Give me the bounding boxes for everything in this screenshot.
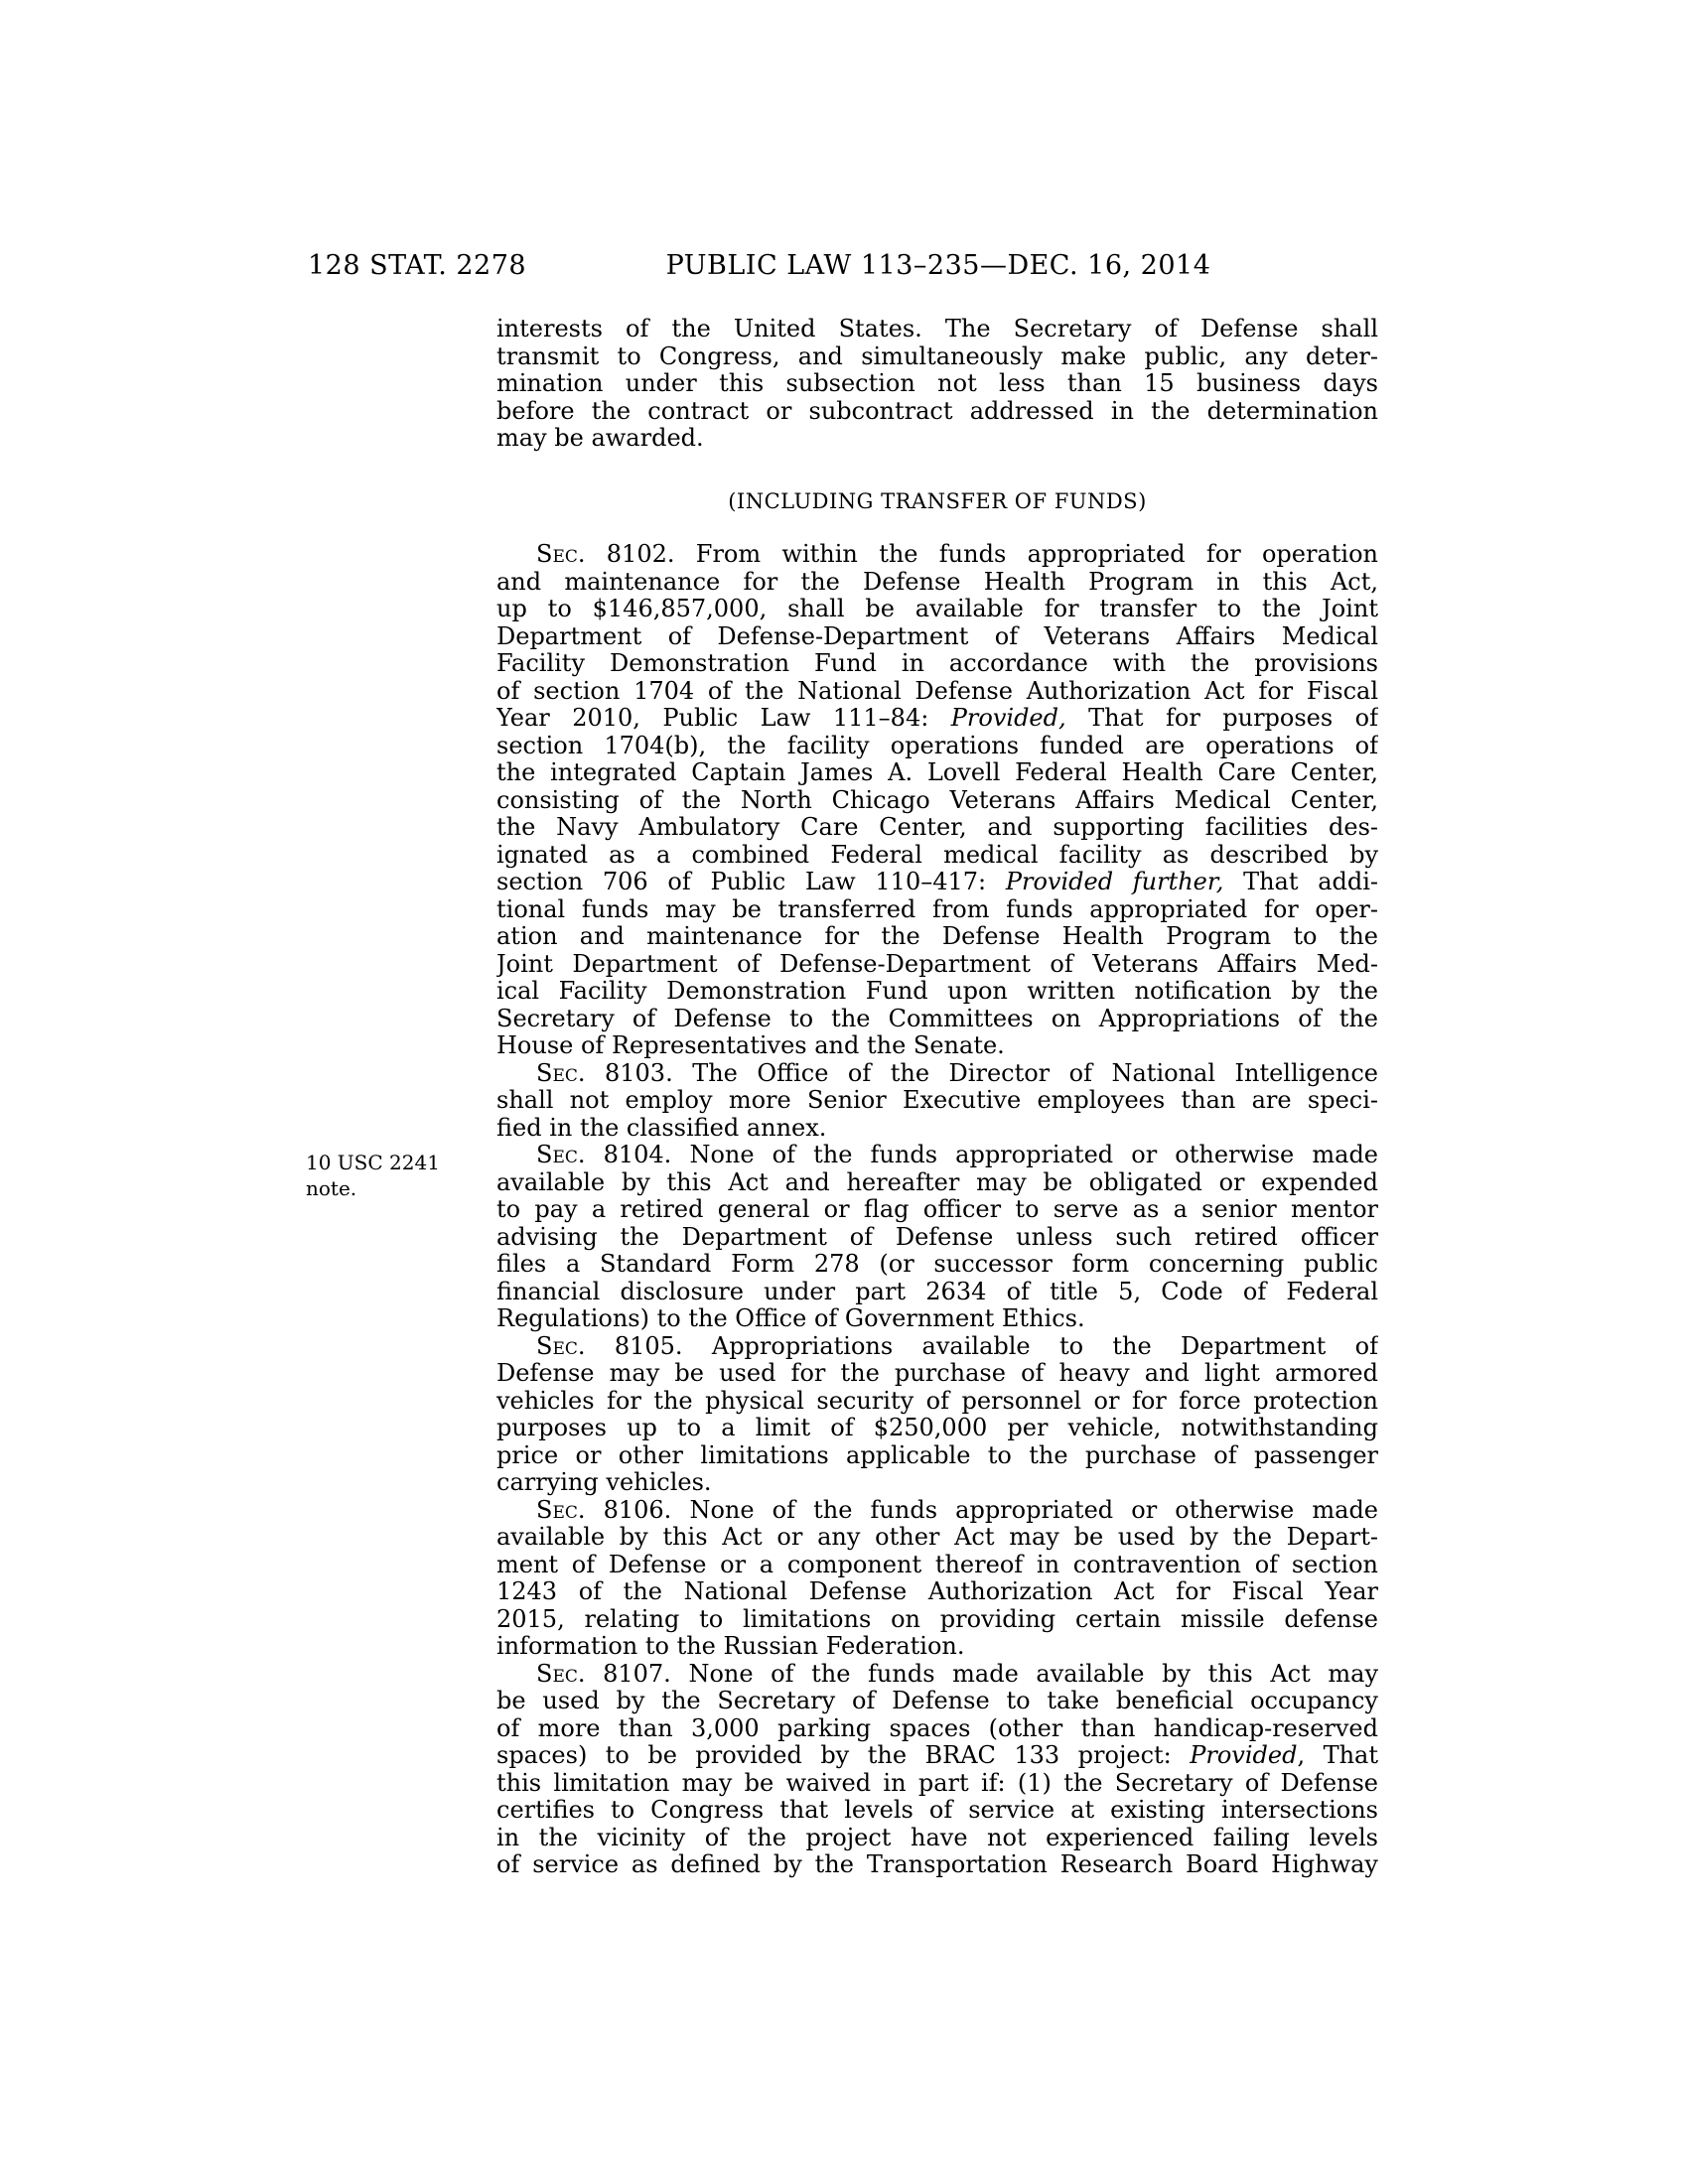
text-line <box>496 1661 1378 1689</box>
text-line <box>496 1770 1378 1798</box>
text-run: Year 2010, Public Law 111–84: <box>496 705 951 732</box>
text-run: files a Standard Form 278 (or successor form concerning public <box>496 1251 1378 1278</box>
proviso-italic: Provided, <box>950 705 1066 732</box>
text-run: Joint Department of Defense-Department of Veterans Affairs Med- <box>496 950 1378 978</box>
text-run: ment of Defense or a component thereof in contravention of section <box>496 1551 1378 1578</box>
section-number-smallcaps: Sec. 8104. <box>536 1142 672 1168</box>
text-line <box>496 1087 1378 1115</box>
text-run: may be awarded. <box>496 425 704 452</box>
text-line <box>496 1196 1378 1224</box>
text-run: available by this Act and hereafter may be obligated or expended <box>496 1168 1378 1196</box>
text-line <box>496 1360 1378 1388</box>
text-line <box>496 978 1378 1006</box>
text-run: Department of Defense-Department of Veterans Affairs Medical <box>496 622 1378 650</box>
text-line <box>496 869 1378 896</box>
section-8107 <box>496 1661 1378 1879</box>
text-line <box>496 1469 1378 1497</box>
text-line <box>496 1442 1378 1470</box>
section-number-smallcaps: Sec. 8105. <box>536 1332 683 1360</box>
margin-note-usc-citation <box>306 1150 475 1201</box>
text-run: Appropriations available to the Department of <box>682 1332 1378 1360</box>
text-run: None of the funds appropriated or otherwise made <box>671 1496 1378 1524</box>
text-run: in the vicinity of the project have not experienced failing levels <box>496 1824 1378 1851</box>
text-run: available by this Act or any other Act may be used by the Depart- <box>496 1524 1378 1551</box>
text-run: this limitation may be waived in part if: (1) the Secretary of Defense <box>496 1769 1378 1797</box>
text-run: certifies to Congress that levels of service at existing intersections <box>496 1797 1378 1824</box>
text-line <box>496 923 1378 951</box>
text-line <box>496 343 1378 371</box>
text-line <box>496 1115 1378 1143</box>
text-run: before the contract or subcontract addressed in the determination <box>496 397 1378 425</box>
text-run: and maintenance for the Defense Health Program in this Act, <box>496 568 1378 596</box>
text-run: the Navy Ambulatory Care Center, and supporting facilities des- <box>496 814 1378 841</box>
proviso-italic: Provided <box>1190 1742 1298 1769</box>
text-run: the integrated Captain James A. Lovell Federal Health Care Center, <box>496 759 1378 786</box>
text-run: None of the funds made available by this Act may <box>670 1660 1378 1688</box>
text-run: Secretary of Defense to the Committees on Appropriations of the <box>496 1005 1378 1032</box>
text-line <box>496 398 1378 426</box>
text-line <box>496 1415 1378 1442</box>
text-line <box>496 1524 1378 1552</box>
text-run: vehicles for the physical security of personnel or for force protection <box>496 1387 1378 1415</box>
text-line <box>496 316 1378 343</box>
text-line <box>496 1851 1378 1879</box>
text-line <box>496 541 1378 569</box>
text-run: Facility Demonstration Fund in accordance with the provisions <box>496 650 1378 677</box>
text-line <box>496 650 1378 678</box>
text-line <box>496 623 1378 651</box>
text-run: tional funds may be transferred from funds appropriated for oper- <box>496 895 1378 923</box>
text-line <box>496 370 1378 398</box>
section-8106 <box>496 1497 1378 1661</box>
text-line <box>496 1169 1378 1197</box>
text-run: None of the funds appropriated or otherwise made <box>671 1142 1378 1168</box>
text-run: of section 1704 of the National Defense Authorization Act for Fiscal <box>496 677 1378 705</box>
text-run: Defense may be used for the purchase of heavy and light armored <box>496 1360 1378 1387</box>
text-line <box>496 787 1378 815</box>
text-run: purposes up to a limit of $250,000 per vehicle, notwithstanding <box>496 1415 1378 1441</box>
text-line <box>496 1251 1378 1279</box>
text-line <box>496 733 1378 760</box>
section-8102 <box>496 541 1378 1060</box>
margin-note-line: 10 USC 2241 <box>306 1151 440 1174</box>
text-run: That for purposes of <box>1065 705 1378 732</box>
text-line <box>496 705 1378 733</box>
text-line <box>496 1279 1378 1306</box>
text-run: price or other limitations applicable to the purchase of passenger <box>496 1441 1378 1469</box>
text-run: fied in the classified annex. <box>496 1114 827 1142</box>
section-number-smallcaps: Sec. 8106. <box>536 1496 672 1524</box>
text-line <box>496 951 1378 979</box>
section-number-smallcaps: Sec. 8107. <box>536 1660 671 1688</box>
intro-paragraph-continuation <box>496 316 1378 453</box>
text-line <box>496 1825 1378 1852</box>
text-run: advising the Department of Defense unless such retired officer <box>496 1223 1378 1251</box>
text-line <box>496 1305 1378 1333</box>
text-line <box>496 1497 1378 1525</box>
proviso-italic: Provided further, <box>1005 869 1224 895</box>
text-run: 1243 of the National Defense Authorization Act for Fiscal Year <box>496 1578 1378 1605</box>
text-run: consisting of the North Chicago Veterans Affairs Medical Center, <box>496 786 1378 814</box>
text-run: be used by the Secretary of Defense to take beneficial occupancy <box>496 1688 1378 1714</box>
text-line <box>496 896 1378 924</box>
text-run: That addi- <box>1223 869 1378 895</box>
text-run: ignated as a combined Federal medical facility as described by <box>496 841 1378 869</box>
text-run: ical Facility Demonstration Fund upon written notification by the <box>496 978 1378 1005</box>
text-run: The Office of the Director of National Intelligence <box>672 1059 1378 1087</box>
stat-page-number: 128 STAT. 2278 <box>308 250 527 281</box>
text-run: of service as defined by the Transportation Research Board Highway <box>496 1851 1378 1878</box>
text-run: 2015, relating to limitations on providing certain missile defense <box>496 1605 1378 1633</box>
text-run: From within the funds appropriated for operation <box>674 541 1378 568</box>
text-run: carrying vehicles. <box>496 1469 712 1496</box>
document-body <box>496 316 1378 1879</box>
margin-note-line: note. <box>306 1176 357 1200</box>
text-run: section 1704(b), the facility operations funded are operations of <box>496 732 1378 759</box>
text-line <box>496 759 1378 787</box>
text-line <box>496 1742 1378 1770</box>
section-8104 <box>496 1142 1378 1333</box>
text-line <box>496 1633 1378 1661</box>
text-run: up to $146,857,000, shall be available for transfer to the Joint <box>496 596 1378 622</box>
text-run: shall not employ more Senior Executive employees than are speci- <box>496 1087 1378 1114</box>
text-line <box>496 1142 1378 1169</box>
text-line <box>496 1388 1378 1416</box>
text-run: ation and maintenance for the Defense Health Program to the <box>496 923 1378 950</box>
text-line <box>496 1552 1378 1579</box>
text-line <box>496 842 1378 870</box>
transfer-of-funds-heading: (INCLUDING TRANSFER OF FUNDS) <box>728 488 1147 513</box>
text-line <box>496 814 1378 842</box>
text-run: spaces) to be provided by the BRAC 133 project: <box>496 1742 1191 1769</box>
text-line <box>496 1578 1378 1606</box>
section-8105 <box>496 1333 1378 1497</box>
text-run: Regulations) to the Office of Government Ethics. <box>496 1305 1085 1332</box>
text-run: interests of the United States. The Secretary of Defense shall <box>496 316 1378 342</box>
text-run: information to the Russian Federation. <box>496 1633 965 1660</box>
text-line <box>496 1032 1378 1060</box>
public-law-title: PUBLIC LAW 113–235—DEC. 16, 2014 <box>665 250 1211 281</box>
text-line <box>496 1606 1378 1634</box>
text-line <box>496 596 1378 623</box>
text-line <box>496 1333 1378 1361</box>
text-run: House of Representatives and the Senate. <box>496 1032 1005 1059</box>
text-line <box>496 569 1378 597</box>
section-number-smallcaps: Sec. 8103. <box>536 1059 673 1087</box>
section-8103 <box>496 1060 1378 1143</box>
section-number-smallcaps: Sec. 8102. <box>536 541 675 568</box>
running-header <box>308 250 1380 284</box>
text-line <box>496 1006 1378 1033</box>
text-line <box>496 425 1378 453</box>
text-run: mination under this subsection not less than 15 business days <box>496 370 1378 397</box>
text-run: , That <box>1297 1742 1378 1769</box>
text-line <box>496 1060 1378 1088</box>
text-line <box>496 678 1378 706</box>
text-line <box>496 1688 1378 1715</box>
text-line <box>496 1797 1378 1825</box>
text-run: transmit to Congress, and simultaneously make public, any deter- <box>496 342 1378 370</box>
text-run: to pay a retired general or flag officer to serve as a senior mentor <box>496 1196 1378 1223</box>
text-run: of more than 3,000 parking spaces (other than handicap-reserved <box>496 1714 1378 1742</box>
text-line <box>496 1224 1378 1252</box>
text-run: financial disclosure under part 2634 of title 5, Code of Federal <box>496 1278 1378 1305</box>
text-line <box>496 1715 1378 1743</box>
text-run: section 706 of Public Law 110–417: <box>496 869 1006 895</box>
